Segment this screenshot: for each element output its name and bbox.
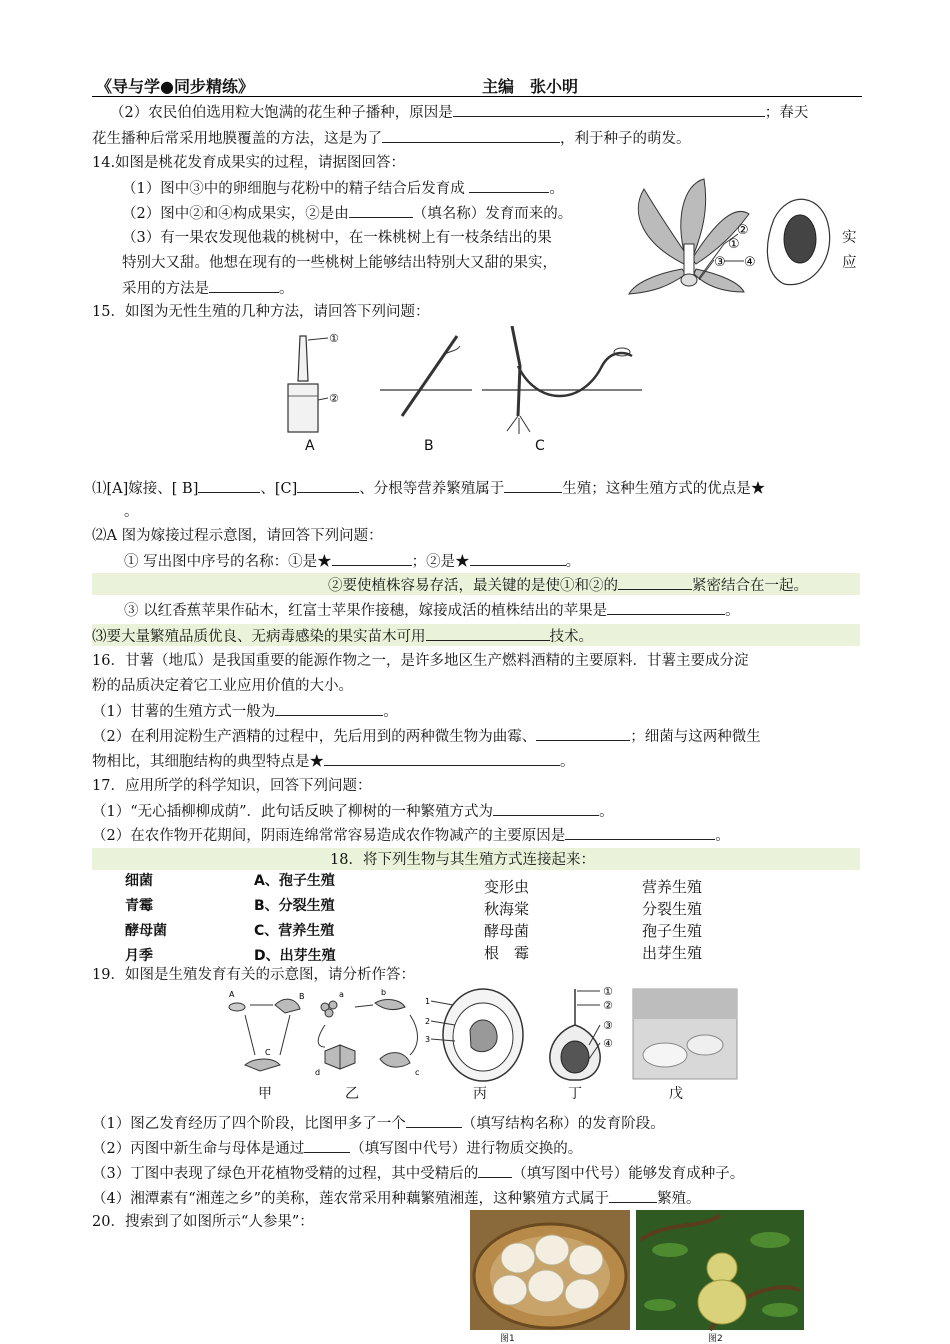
text-line: ②要使植株容易存活，最关键的是使①和②的 紧密结合在一起。 bbox=[328, 575, 808, 596]
figure-label: ③ bbox=[603, 1019, 613, 1032]
match-item[interactable]: 变形虫 bbox=[484, 878, 530, 896]
figure-caption: C bbox=[535, 438, 545, 454]
figure-label: b bbox=[381, 988, 387, 997]
text-line: （2）农民伯伯选用粒大饱满的花生种子播种，原因是 ；春天 bbox=[110, 102, 808, 123]
answer-blank[interactable] bbox=[493, 801, 599, 816]
figure-label: ① bbox=[603, 985, 613, 998]
text-line: 。 bbox=[124, 504, 139, 520]
text-line: ① 写出图中序号的名称：①是★ ；②是★ 。 bbox=[124, 551, 580, 572]
match-item[interactable]: C、营养生殖 bbox=[254, 923, 335, 939]
figure-label: ② bbox=[603, 999, 613, 1012]
question-18: 18．将下列生物与其生殖方式连接起来： bbox=[330, 852, 595, 868]
answer-blank[interactable] bbox=[297, 478, 359, 493]
answer-blank[interactable] bbox=[453, 102, 765, 117]
answer-blank[interactable] bbox=[324, 751, 560, 766]
text-line: （1）甘薯的生殖方式一般为 。 bbox=[92, 701, 398, 722]
text-line: ⑴[A]嫁接、[ B] 、[C] 、分根等营养繁殖属于 生殖；这种生殖方式的优点是★ bbox=[92, 478, 765, 499]
figure-label: ④ bbox=[744, 255, 756, 270]
text-line: 实 bbox=[842, 230, 857, 246]
match-item[interactable]: 分裂生殖 bbox=[642, 900, 703, 918]
question-19: 19．如图是生殖发育有关的示意图，请分析作答： bbox=[92, 967, 415, 983]
figure-label: 3 bbox=[425, 1035, 431, 1044]
answer-blank[interactable] bbox=[607, 600, 725, 615]
answer-blank[interactable] bbox=[469, 178, 549, 193]
asexual-reproduction-figure bbox=[272, 326, 662, 458]
match-item[interactable]: A、孢子生殖 bbox=[254, 873, 335, 889]
answer-blank[interactable] bbox=[504, 478, 562, 493]
answer-blank[interactable] bbox=[565, 825, 715, 840]
figure-label: ① bbox=[728, 237, 740, 252]
text-line: （1）“无心插柳柳成荫”．此句话反映了柳树的一种繁殖方式为 。 bbox=[92, 801, 614, 822]
text-line: （2）丙图中新生命与母体是通过 （填写图中代号）进行物质交换的。 bbox=[92, 1138, 582, 1159]
match-item[interactable]: 酵母菌 bbox=[484, 922, 530, 940]
text-line: （4）湘潭素有“湘莲之乡”的美称，莲农常采用种藕繁殖湘莲，这种繁殖方式属于 繁殖。 bbox=[92, 1188, 701, 1209]
match-item[interactable]: 酵母菌 bbox=[125, 923, 167, 939]
figure-label: d bbox=[315, 1068, 321, 1077]
answer-blank[interactable] bbox=[209, 278, 279, 293]
text-line: （3）有一果农发现他栽的桃树中，在一株桃树上有一枝条结出的果 bbox=[122, 230, 552, 246]
answer-blank[interactable] bbox=[349, 203, 413, 218]
text-line: （1）图中③中的卵细胞与花粉中的精子结合后发育成 。 bbox=[122, 178, 564, 199]
figure-label: ② bbox=[329, 392, 339, 405]
text-line: （3）丁图中表现了绿色开花植物受精的过程，其中受精后的 （填写图中代号）能够发育成种子。 bbox=[92, 1163, 744, 1184]
figure-label: B bbox=[299, 992, 305, 1001]
figure-caption: 图2 bbox=[708, 1334, 723, 1344]
text-line: （2）图中②和④构成果实，②是由 （填名称）发育而来的。 bbox=[122, 203, 572, 224]
match-item[interactable]: 青霉 bbox=[125, 898, 153, 914]
text-line: 花生播种后常采用地膜覆盖的方法，这是为了 ，利于种子的萌发。 bbox=[92, 128, 691, 149]
answer-blank[interactable] bbox=[304, 1138, 350, 1153]
answer-blank[interactable] bbox=[198, 478, 260, 493]
answer-blank[interactable] bbox=[609, 1188, 657, 1203]
match-item[interactable]: 孢子生殖 bbox=[642, 922, 703, 940]
answer-blank[interactable] bbox=[618, 575, 692, 590]
figure-label: c bbox=[415, 1068, 420, 1077]
text-line: （2）在农作物开花期间，阴雨连绵常常容易造成农作物减产的主要原因是 。 bbox=[92, 825, 730, 846]
match-item[interactable]: 根 霉 bbox=[484, 944, 530, 962]
question-14: 14.如图是桃花发育成果实的过程，请据图回答： bbox=[92, 155, 406, 171]
reproduction-development-figure bbox=[215, 985, 740, 1085]
figure-label: 2 bbox=[425, 1017, 431, 1026]
editor-name: 主编 张小明 bbox=[482, 77, 579, 96]
figure-label: C bbox=[265, 1048, 271, 1057]
figure-label: ③ bbox=[714, 255, 726, 270]
match-right-methods bbox=[642, 876, 702, 964]
question-17: 17．应用所学的科学知识，回答下列问题： bbox=[92, 778, 372, 794]
question-16: 16．甘薯（地瓜）是我国重要的能源作物之一，是许多地区生产燃料酒精的主要原料．甘薯主要成分淀 bbox=[92, 653, 749, 669]
figure-caption: A bbox=[305, 438, 315, 454]
figure-caption: 戊 bbox=[669, 1086, 683, 1102]
figure-caption: 图1 bbox=[500, 1334, 515, 1344]
match-left-methods bbox=[254, 870, 336, 970]
text-line: ⑵A 图为嫁接过程示意图，请回答下列问题： bbox=[92, 528, 383, 544]
match-item[interactable]: B、分裂生殖 bbox=[254, 898, 335, 914]
match-item[interactable]: 细菌 bbox=[125, 873, 153, 889]
text-line: ⑶要大量繁殖品质优良、无病毒感染的果实苗木可用 技术。 bbox=[92, 626, 593, 647]
ginseng-fruit-photos bbox=[470, 1210, 806, 1334]
figure-caption: B bbox=[424, 438, 434, 454]
answer-blank[interactable] bbox=[382, 128, 560, 143]
text-line: 粉的品质决定着它工业应用价值的大小。 bbox=[92, 678, 353, 694]
answer-blank[interactable] bbox=[275, 701, 383, 716]
match-item[interactable]: 营养生殖 bbox=[642, 878, 703, 896]
question-15: 15．如图为无性生殖的几种方法，请回答下列问题： bbox=[92, 304, 430, 320]
figure-caption: 丁 bbox=[568, 1086, 582, 1102]
figure-caption: 丙 bbox=[473, 1086, 487, 1102]
text-line: 特别大又甜。他想在现有的一些桃树上能够结出特别大又甜的果实， bbox=[122, 255, 557, 271]
answer-blank[interactable] bbox=[478, 1163, 512, 1178]
figure-label: a bbox=[339, 990, 344, 999]
answer-blank[interactable] bbox=[332, 551, 412, 566]
text-line: 采用的方法是 。 bbox=[122, 278, 294, 299]
text-line: 物相比，其细胞结构的典型特点是★ 。 bbox=[92, 751, 575, 772]
figure-label: ① bbox=[329, 332, 339, 345]
figure-label: A bbox=[229, 990, 235, 999]
match-item[interactable]: D、出芽生殖 bbox=[254, 948, 336, 964]
answer-blank[interactable] bbox=[426, 626, 550, 641]
page-header bbox=[92, 72, 862, 97]
figure-label: ② bbox=[737, 223, 749, 238]
book-title: 《导与学●同步精练》 bbox=[96, 77, 254, 96]
answer-blank[interactable] bbox=[406, 1113, 462, 1128]
answer-blank[interactable] bbox=[536, 726, 630, 741]
figure-caption: 甲 bbox=[258, 1086, 272, 1102]
text-line: ③ 以红香蕉苹果作砧木，红富士苹果作接穗，嫁接成活的植株结出的苹果是 。 bbox=[124, 600, 740, 621]
answer-blank[interactable] bbox=[470, 551, 566, 566]
text-line: 应 bbox=[842, 255, 857, 271]
match-right-organisms bbox=[484, 876, 529, 964]
match-item[interactable]: 出芽生殖 bbox=[642, 944, 703, 962]
peach-flower-figure bbox=[624, 174, 834, 298]
match-item[interactable]: 秋海棠 bbox=[484, 900, 530, 918]
figure-label: 1 bbox=[425, 997, 431, 1006]
question-20: 20．搜索到了如图所示“人参果”： bbox=[92, 1214, 314, 1230]
text-line: （1）图乙发育经历了四个阶段，比图甲多了一个 （填写结构名称）的发育阶段。 bbox=[92, 1113, 665, 1134]
figure-caption: 乙 bbox=[345, 1086, 359, 1102]
text-line: （2）在利用淀粉生产酒精的过程中，先后用到的两种微生物为曲霉、 ；细菌与这两种微生 bbox=[92, 726, 761, 747]
figure-label: ④ bbox=[603, 1037, 613, 1050]
match-left-organisms bbox=[125, 870, 167, 970]
match-item[interactable]: 月季 bbox=[125, 948, 153, 964]
